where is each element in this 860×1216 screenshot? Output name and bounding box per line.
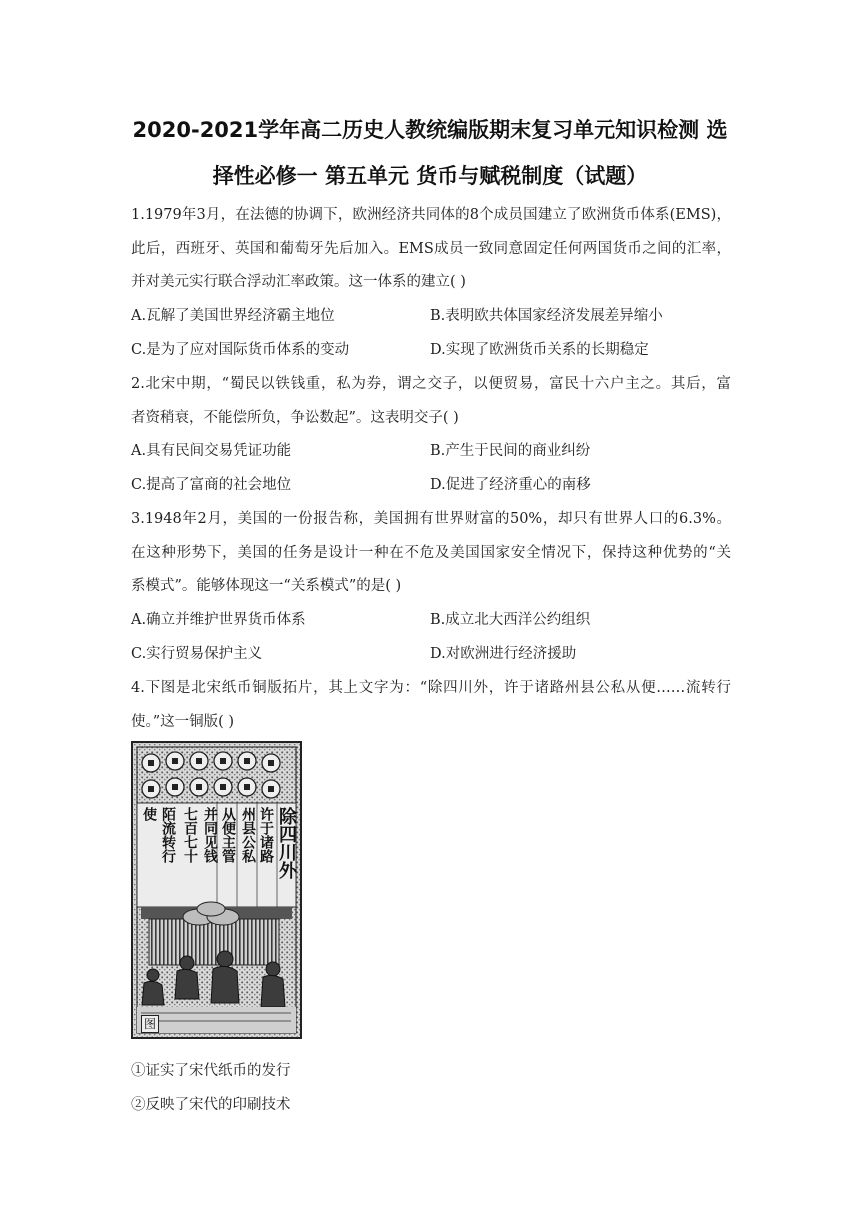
q2-option-b[interactable]: B.产生于民间的商业纠纷: [430, 443, 591, 459]
q1-option-b[interactable]: B.表明欧共体国家经济发展差异缩小: [430, 308, 663, 324]
q2-option-a[interactable]: A.具有民间交易凭证功能: [131, 443, 292, 459]
q2-stem-line-2: 者资稍衰，不能偿所负，争讼数起”。这表明交子( ): [131, 410, 459, 426]
q1-option-d[interactable]: D.实现了欧洲货币关系的长期稳定: [430, 342, 649, 358]
plate-rubbing-illustration: [131, 741, 302, 1039]
plate-column-7: 陌流转行: [160, 807, 176, 863]
q1-option-a[interactable]: A.瓦解了美国世界经济霸主地位: [131, 308, 335, 324]
plate-column-8: 使: [141, 807, 157, 821]
q2-option-d[interactable]: D.促进了经济重心的南移: [430, 477, 591, 493]
q2-option-c[interactable]: C.提高了富商的社会地位: [131, 477, 292, 493]
document-title-line-1: 2020-2021学年高二历史人教统编版期末复习单元知识检测 选: [132, 118, 728, 142]
northern-song-banknote-plate-rubbing: [131, 741, 302, 1039]
q1-stem-line-1: 1.1979年3月，在法德的协调下，欧洲经济共同体的8个成员国建立了欧洲货币体系(EMS)，: [131, 207, 731, 223]
plate-column-3: 州县公私: [240, 807, 256, 863]
q4-statement-1: ①证实了宋代纸币的发行: [131, 1063, 291, 1079]
q2-stem-line-1: 2.北宋中期，“蜀民以铁钱重，私为券，谓之交子，以便贸易，富民十六户主之。其后，富: [131, 376, 731, 392]
q3-option-d[interactable]: D.对欧洲进行经济援助: [430, 646, 577, 662]
q4-stem-line-2: 使。”这一铜版( ): [131, 714, 235, 730]
plate-bottom-seal: 图: [141, 1015, 159, 1033]
q3-option-a[interactable]: A.确立并维护世界货币体系: [131, 612, 306, 628]
q4-stem-line-1: 4.下图是北宋纸币铜版拓片，其上文字为：“除四川外，许于诸路州县公私从便……流转行: [131, 680, 731, 696]
plate-column-1: 除四川外: [276, 807, 297, 879]
q3-stem-line-1: 3.1948年2月，美国的一份报告称，美国拥有世界财富的50%，却只有世界人口的6.3%。: [131, 511, 731, 527]
q4-statement-2: ②反映了宋代的印刷技术: [131, 1097, 291, 1113]
q3-option-b[interactable]: B.成立北大西洋公约组织: [430, 612, 591, 628]
q1-stem-line-3: 并对美元实行联合浮动汇率政策。这一体系的建立( ): [131, 274, 466, 290]
q3-stem-line-3: 系模式”。能够体现这一“关系模式”的是( ): [131, 578, 402, 594]
q1-option-c[interactable]: C.是为了应对国际货币体系的变动: [131, 342, 350, 358]
document-title-line-2: 择性必修一 第五单元 货币与赋税制度（试题）: [212, 164, 648, 188]
q1-stem-line-2: 此后，西班牙、英国和葡萄牙先后加入。EMS成员一致同意固定任何两国货币之间的汇率，: [131, 241, 731, 257]
q3-option-c[interactable]: C.实行贸易保护主义: [131, 646, 263, 662]
plate-column-2: 许于诸路: [258, 807, 274, 863]
plate-column-5: 并同见钱: [202, 807, 218, 863]
plate-column-6: 七百七十: [182, 807, 198, 863]
plate-column-4: 从便主管: [220, 807, 236, 863]
q3-stem-line-2: 在这种形势下，美国的任务是设计一种在不危及美国国家安全情况下，保持这种优势的“关: [131, 545, 731, 561]
